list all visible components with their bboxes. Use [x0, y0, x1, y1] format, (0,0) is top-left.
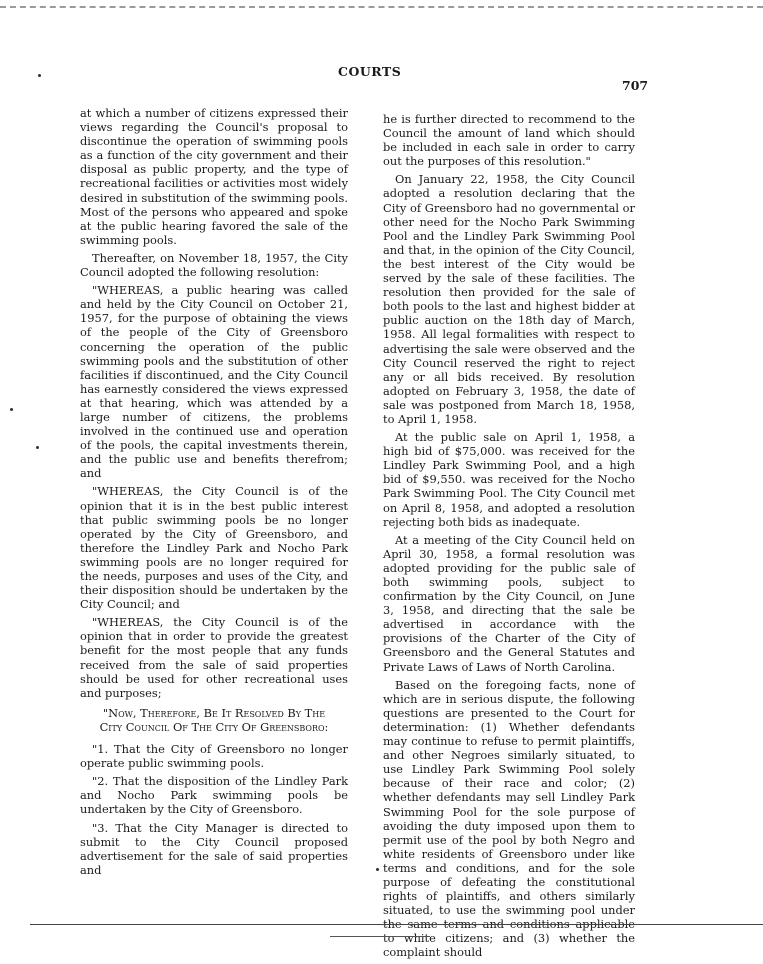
left-column — [80, 106, 348, 881]
page-number: 707 — [622, 78, 649, 93]
right-column — [383, 112, 635, 964]
paragraph: he is further directed to recommend to the Council the amount of land which should be included in each sale in order to carry out the purposes of this resolution." — [383, 112, 635, 169]
top-scan-border — [0, 6, 763, 8]
paragraph: "2. That the disposition of the Lindley Park and Nocho Park swimming pools be undertaken by the City of Greensboro. — [80, 774, 348, 817]
paragraph: "1. That the City of Greensboro no longer operate public swimming pools. — [80, 742, 348, 771]
scan-speck — [10, 408, 13, 411]
bottom-scan-mark — [330, 936, 430, 937]
scan-speck — [38, 74, 41, 77]
scan-speck — [376, 868, 379, 871]
paragraph: At the public sale on April 1, 1958, a high bid of $75,000. was received for the Lindley Park Swimming Pool, and a high bid of $9,550. was received for the Nocho Park Swimming Pool. The City Council met on April 8, 1958, and adopted a resolution rejecting both bids as inadequate. — [383, 430, 635, 529]
paragraph: at which a number of citizens expressed their views regarding the Council's proposal to discontinue the operation of swimming pools as a function of the city government and their disposal as public property, and the type of recreational facilities or activities most widely desired in substitution of the swimming pools. Most of the persons who appeared and spoke at the public hearing favored the sale of the swimming pools. — [80, 106, 348, 247]
paragraph: On January 22, 1958, the City Council adopted a resolution declaring that the City of Greensboro had no governmental or other need for the Nocho Park Swimming Pool and the Lindley Park Swimming Pool and that, in the opinion of the City Council, the best interest of the City would be served by the sale of these facilities. The resolution then provided for the sale of both pools to the last and highest bidder at public auction on the 18th day of March, 1958. All legal formalities with respect to advertising the sale were observed and the City Council reserved the right to reject any or all bids received. By resolution adopted on February 3, 1958, the date of sale was postponed from March 18, 1958, to April 1, 1958. — [383, 172, 635, 426]
paragraph: "3. That the City Manager is directed to submit to the City Council proposed advertisement for the sale of said properties and — [80, 820, 348, 877]
paragraph: Based on the foregoing facts, none of which are in serious dispute, the following questions are presented to the Court for determination: (1) Whether defendants may continue to refuse to permit plaintiffs, and other Negroes similarly situated, to use Lindley Park Swimming Pool solely because of their race and color; (2) whether defendants may sell Lindley Park Swimming Pool for the sole purpose of avoiding the duty imposed upon them to permit use of the pool by both Negro and white residents of Greensboro under like terms and conditions, and for the sole purpose of defeating the constitutional rights of plaintiffs, and others similarly situated, to use the swimming pool under the same terms and conditions applicable to white citizens; and (3) whether the complaint should — [383, 677, 635, 960]
scan-speck — [36, 446, 39, 449]
running-head: COURTS — [338, 64, 402, 79]
paragraph: "WHEREAS, the City Council is of the opinion that in order to provide the greatest benefit for the most people that any funds received from the sale of said properties should be used for other recreational uses and purposes; — [80, 615, 348, 700]
paragraph: At a meeting of the City Council held on April 30, 1958, a formal resolution was adopted providing for the public sale of both swimming pools, subject to confirmation by the City Council, on June 3, 1958, and directing that the sale be advertised in accordance with the provisions of the Charter of the City of Greensboro and the General Statutes and Private Laws of Laws of North Carolina. — [383, 532, 635, 674]
resolved-heading: "Now, Therefore, Be It Resolved By The City Council Of The City Of Greensboro: — [99, 705, 329, 734]
paragraph: "WHEREAS, a public hearing was called and held by the City Council on October 21, 1957, for the purpose of obtaining the views of the people of the City of Greensboro concerning the operation of the public swimming pools and the substitution of other facilities if discontinued, and the City Council has earnestly considered the views expressed at that hearing, which was attended by a large number of citizens, the problems involved in the continued use and operation of the pools, the capital investments therein, and the public use and benefits therefrom; and — [80, 283, 348, 481]
bottom-scan-line — [30, 924, 763, 925]
paragraph: Thereafter, on November 18, 1957, the City Council adopted the following resolution: — [80, 250, 348, 280]
paragraph: "WHEREAS, the City Council is of the opinion that it is in the best public interest that public swimming pools be no longer operated by the City of Greensboro, and therefore the Lindley Park and Nocho Park swimming pools are no longer required for the needs, purposes and uses of the City, and their disposition should be undertaken by the City Council; and — [80, 484, 348, 612]
